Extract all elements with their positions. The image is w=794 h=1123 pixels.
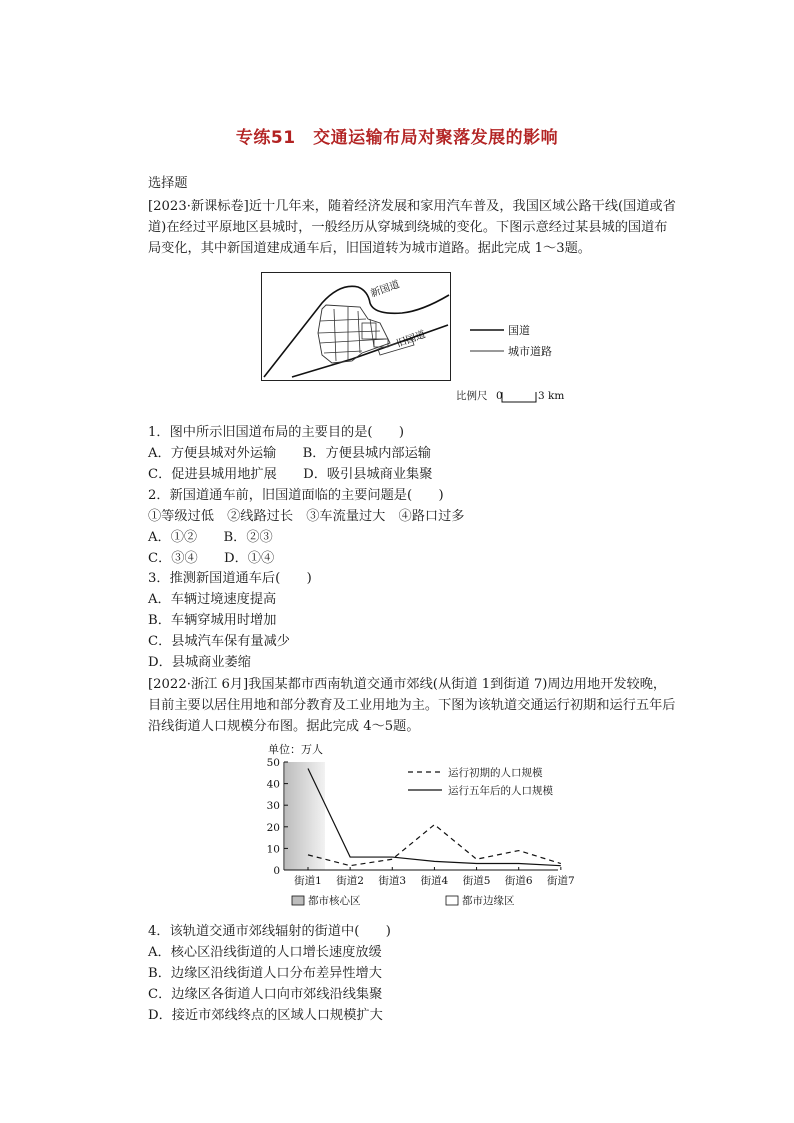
legend-core-label: 都市核心区 [308,895,361,907]
question-line: C．③④ D．①④ [148,551,275,566]
core-zone-rect [285,762,325,870]
question-line: 1．图中所示旧国道布局的主要目的是( ) [148,425,405,440]
core-zone-shading [285,762,325,870]
x-tick-label: 街道3 [378,875,407,887]
page-title: 专练51 交通运输布局对聚落发展的影响 [235,128,559,148]
x-tick-label: 街道2 [336,875,364,887]
label-old-road: 旧国道 [395,329,428,350]
legend-label: 运行初期的人口规模 [448,767,543,779]
map-legend [468,320,588,360]
question-line: D．县城商业萎缩 [148,655,251,670]
scale-bracket [502,392,536,402]
county-map-figure [261,272,451,381]
x-tick-label: 街道4 [420,875,449,887]
question-line: 4．该轨道交通市郊线辐射的街道中( ) [148,924,391,939]
y-tick-label: 30 [266,800,280,813]
scale-zero: 0 [496,390,503,402]
x-tick-label: 街道6 [504,875,533,887]
question-line: C．县城汽车保有量减少 [148,634,290,649]
intro-paragraph-1: [2023·新课标卷]近十几年来，随着经济发展和家用汽车普及，我国区域公路干线(国道或省道)在经过平原地区县城时，一般经历从穿城到绕城的变化。下图示意经过某县城的国道布局变化，其中新国道建成通车后，旧国道转为城市道路。据此完成 1～3题。 [148,199,676,256]
legend-national-label: 国道 [508,324,530,337]
legend-core-swatch [292,896,304,905]
x-tick-label: 街道7 [546,875,575,887]
question-line: A．车辆过境速度提高 [148,592,277,607]
question-line: A．方便县城对外运输 B．方便县城内部运输 [148,446,431,461]
y-tick-label: 10 [266,843,280,856]
y-tick-label: 0 [273,865,280,877]
scale-label: 比例尺 [456,390,488,402]
county-map-svg [262,273,450,380]
series-line-initial [308,825,561,866]
legend-edge-swatch [446,896,458,905]
y-tick-label: 40 [266,778,280,791]
city-outline [318,305,390,363]
y-tick-label: 20 [266,821,280,834]
scale-end: 3 km [538,390,565,402]
x-tick-label: 街道1 [294,875,322,887]
question-line: B．车辆穿城用时增加 [148,613,277,628]
population-line-chart [258,740,575,915]
x-tick-labels [294,874,575,887]
chart-unit-label: 单位：万人 [268,743,323,756]
question-line: 2．新国道通车前，旧国道面临的主要问题是( ) [148,488,444,503]
x-tick-label: 街道5 [462,875,491,887]
legend-edge-label: 都市边缘区 [462,895,515,907]
city-streets [318,307,414,361]
zone-legend [292,894,515,907]
question-line: B．边缘区沿线街道人口分布差异性增大 [148,966,382,981]
question-line: A．①② B．②③ [148,530,273,545]
question-line: 3．推测新国道通车后( ) [148,571,312,586]
y-tick-labels [267,757,280,877]
question-line: D．接近市郊线终点的区域人口规模扩大 [148,1008,383,1023]
question-line: C．促进县城用地扩展 D．吸引县城商业集聚 [148,467,433,482]
scale-bar [456,386,576,406]
intro-paragraph-2: [2022·浙江 6月]我国某都市西南轨道交通市郊线(从街道 1到街道 7)周边用地开发较晚，目前主要以居住用地和部分教育及工业用地为主。下图为该轨道交通运行初期和运行五年后沿线街道人口规模分布图。据此完成 4～5题。 [148,677,676,734]
series-lines [308,768,561,865]
question-line: C．边缘区各街道人口向市郊线沿线集聚 [148,987,383,1002]
legend-city-label: 城市道路 [508,345,552,358]
label-new-road: 新国道 [369,279,402,300]
question-line: A．核心区沿线街道的人口增长速度放缓 [148,945,382,960]
y-tick-label: 50 [266,757,280,769]
legend-label: 运行五年后的人口规模 [448,785,553,797]
chart-legend [408,766,553,797]
question-line: ①等级过低 ②线路过长 ③车流量过大 ④路口过多 [148,509,465,524]
section-heading: 选择题 [148,176,188,191]
series-line-five-years [308,768,561,865]
